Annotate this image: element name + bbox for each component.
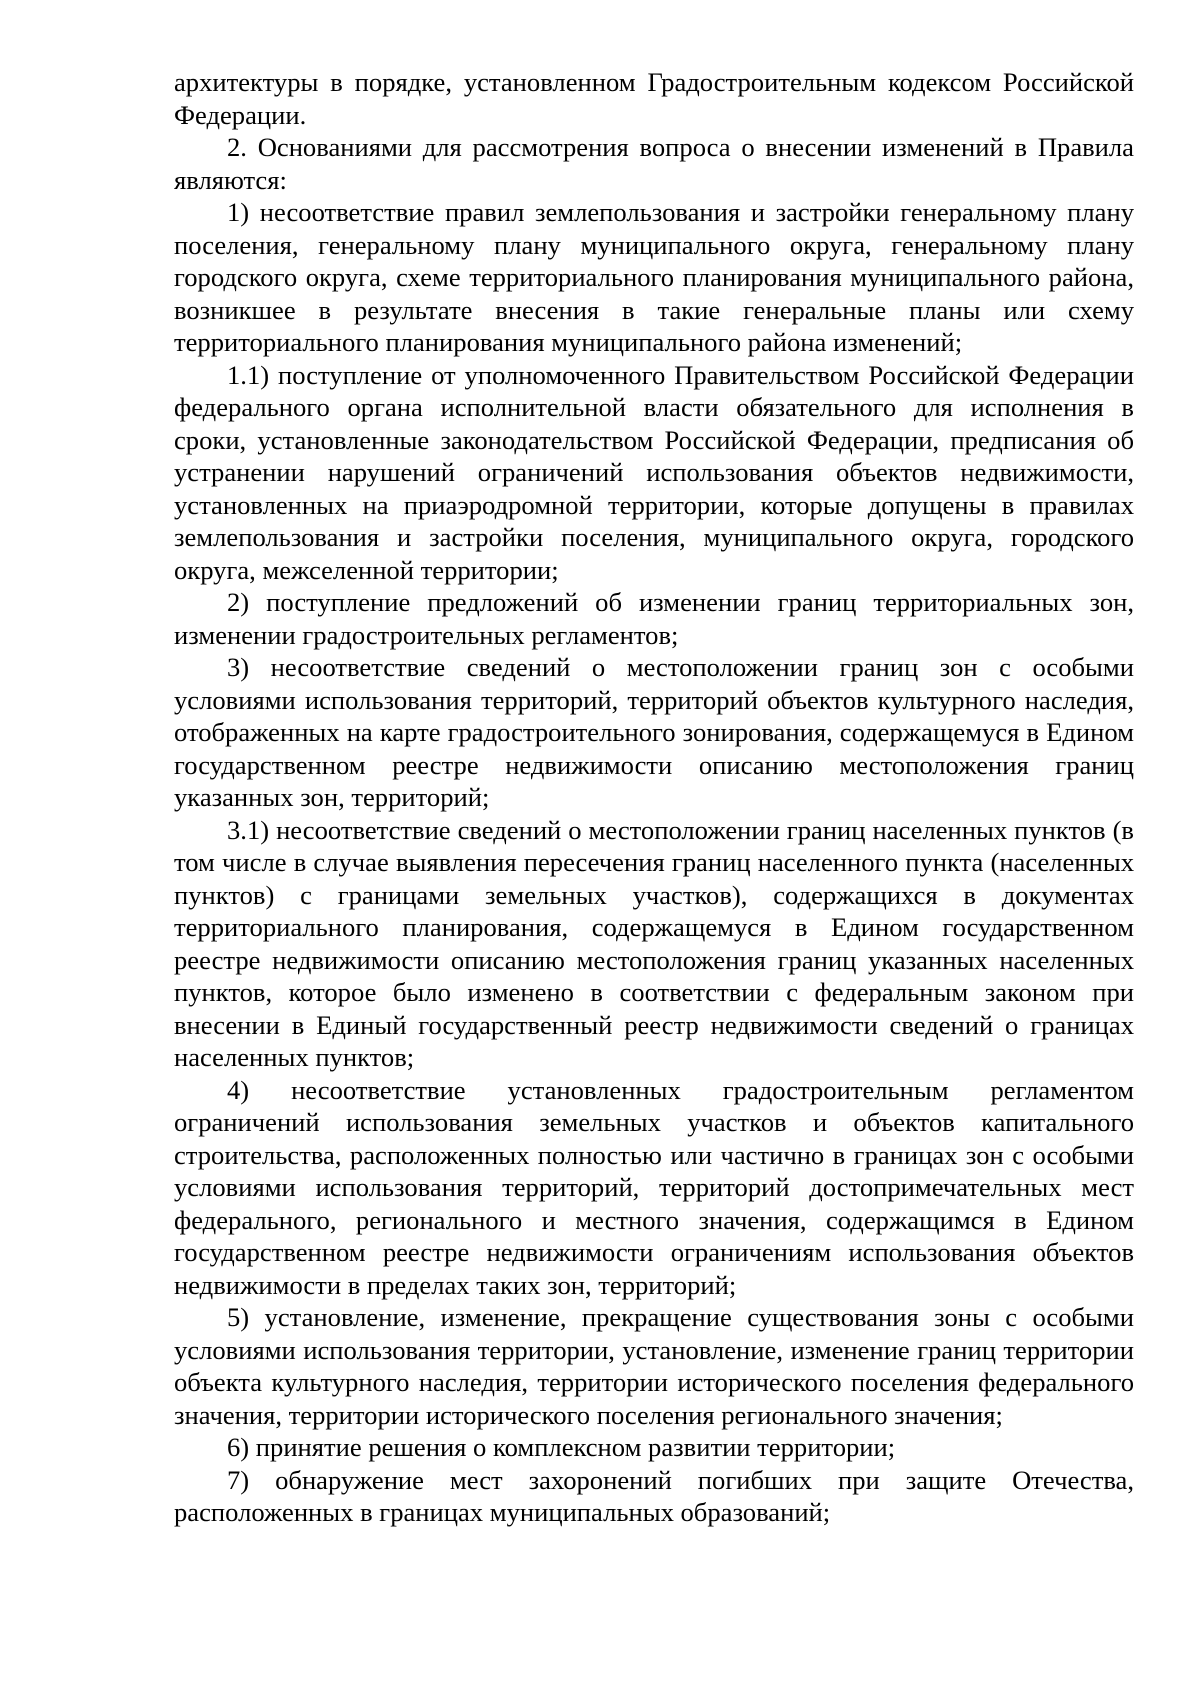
list-item-7: 7) обнаружение мест захоронений погибших при защите Отечества, расположенных в границах муниципальных образований;: [174, 1464, 1134, 1527]
list-item-5: 5) установление, изменение, прекращение существования зоны с особыми условиями использования территории, установление, изменение границ территории объекта культурного наследия, территории исторического поселения федерального значения, территории исторического поселения регионального значения;: [174, 1302, 1134, 1430]
paragraph-grounds-intro: 2. Основаниями для рассмотрения вопроса о внесении изменений в Правила являются:: [174, 132, 1134, 195]
list-item-6: 6) принятие решения о комплексном развитии территории;: [227, 1432, 896, 1462]
paragraph-continuation: архитектуры в порядке, установленном Градостроительным кодексом Российской Федерации.: [174, 67, 1134, 130]
list-item-3: 3) несоответствие сведений о местоположении границ зон с особыми условиями использования территорий, территорий объектов культурного наследия, отображенных на карте градостроительного зонирования, содержащемуся в Едином государственном реестре недвижимости описанию местоположения границ указанных зон, территорий;: [174, 652, 1134, 812]
list-item-1-1: 1.1) поступление от уполномоченного Правительством Российской Федерации федерального органа исполнительной власти обязательного для исполнения в сроки, установленные законодательством Российской Федерации, предписания об устранении нарушений ограничений использования объектов недвижимости, установленных на приаэродромной территории, которые допущены в правилах землепользования и застройки поселения, муниципального округа, городского округа, межселенной территории;: [174, 359, 1134, 585]
list-item-2: 2) поступление предложений об изменении границ территориальных зон, изменении градостроительных регламентов;: [174, 587, 1134, 650]
document-page: [174, 66, 1134, 1529]
list-item-3-1: 3.1) несоответствие сведений о местоположении границ населенных пунктов (в том числе в случае выявления пересечения границ населенного пункта (населенных пунктов) с границами земельных участков), содержащихся в документах территориального планирования, содержащемуся в Едином государственном реестре недвижимости описанию местоположения границ указанных населенных пунктов, которое было изменено в соответствии с федеральным законом при внесении в Единый государственный реестр недвижимости сведений о границах населенных пунктов;: [174, 814, 1134, 1072]
list-item-4: 4) несоответствие установленных градостроительным регламентом ограничений использования земельных участков и объектов капитального строительства, расположенных полностью или частично в границах зон с особыми условиями использования территорий, территорий достопримечательных мест федерального, регионального и местного значения, содержащимся в Едином государственном реестре недвижимости ограничениям использования объектов недвижимости в пределах таких зон, территорий;: [174, 1074, 1134, 1300]
list-item-1: 1) несоответствие правил землепользования и застройки генеральному плану поселения, генеральному плану муниципального округа, генеральному плану городского округа, схеме территориального планирования муниципального района, возникшее в результате внесения в такие генеральные планы или схему территориального планирования муниципального района изменений;: [174, 197, 1134, 357]
